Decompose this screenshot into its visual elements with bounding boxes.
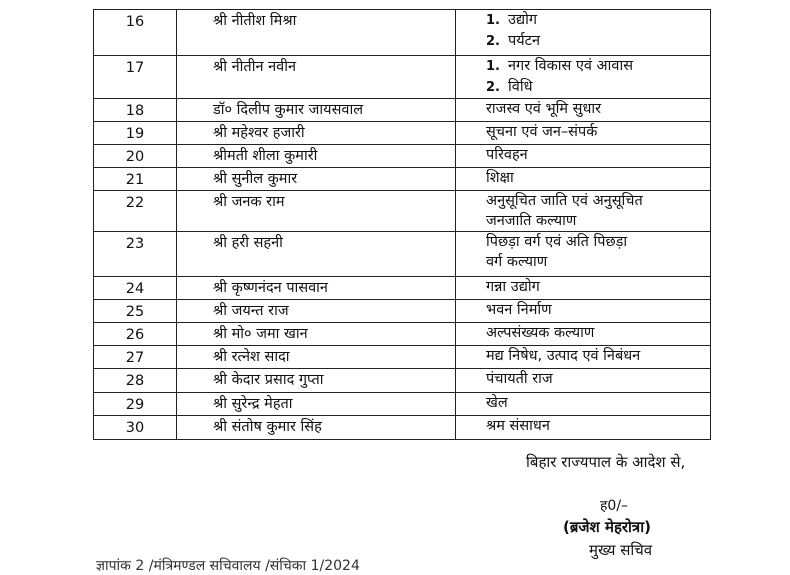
department-name: विधि [508,79,533,95]
serial-number-cell: 21 [94,168,177,191]
department-name: शिक्षा [486,170,514,186]
table-body [94,10,711,440]
serial-number-cell: 23 [94,232,177,277]
serial-number-cell: 16 [94,10,177,56]
table-row [94,191,711,232]
table-row [94,99,711,122]
department-cell [456,300,711,323]
department-line [486,300,710,320]
serial-number-cell: 26 [94,323,177,346]
minister-name-cell [177,277,456,300]
minister-name: श्री रत्नेश सादा [213,349,290,365]
department-cell [456,232,711,277]
department-name: पंचायती राज [486,371,553,387]
minister-name: श्री कृष्णनंदन पासवान [213,280,328,296]
serial-number-cell: 27 [94,346,177,369]
department-name: अनुसूचित जाति एवं अनुसूचित [486,193,643,209]
minister-name: श्री सुरेन्द्र मेहता [213,396,293,412]
department-cell [456,122,711,145]
signature-mark: ह0/– [600,498,629,514]
memo-number-line: ज्ञापांक 2 /मंत्रिमण्डल सचिवालय /संचिका 1/2024 [96,558,360,574]
department-cell [456,10,711,56]
serial-number-cell: 30 [94,416,177,440]
minister-name: श्री सुनील कुमार [213,171,298,187]
department-line [486,346,710,366]
department-name: नगर विकास एवं आवास [508,58,633,74]
table-row [94,416,711,440]
minister-name-cell [177,369,456,393]
department-cell [456,191,711,232]
department-line [486,10,710,31]
serial-number-cell: 22 [94,191,177,232]
serial-number-cell: 29 [94,393,177,416]
department-line [486,168,710,188]
minister-name-cell [177,56,456,99]
table-row [94,346,711,369]
department-line [486,416,710,436]
department-line [486,369,710,389]
department-name: मद्य निषेध, उत्पाद एवं निबंधन [486,348,641,364]
department-name: भवन निर्माण [486,302,552,318]
table-row [94,168,711,191]
serial-number-cell: 20 [94,145,177,168]
department-cell [456,416,711,440]
table-row [94,277,711,300]
minister-name-cell [177,122,456,145]
minister-name-cell [177,416,456,440]
department-name: उद्योग [508,12,537,28]
department-index: 1. [486,13,500,28]
department-line [486,323,710,343]
department-cell [456,323,711,346]
minister-name: श्री जनक राम [213,194,285,210]
table-row [94,56,711,99]
department-cell [456,369,711,393]
table-row [94,393,711,416]
department-name: पिछड़ा वर्ग एवं अति पिछड़ा [486,234,628,250]
department-line [486,145,710,165]
serial-number-cell: 28 [94,369,177,393]
department-cell [456,168,711,191]
department-name: राजस्व एवं भूमि सुधार [486,101,602,117]
department-line [486,277,710,297]
department-name: श्रम संसाधन [486,418,550,434]
minister-name: श्री जयन्त राज [213,303,289,319]
department-line [486,252,710,272]
department-cell [456,277,711,300]
department-line [486,122,710,142]
department-cell [456,145,711,168]
portfolio-allocation-table [93,9,711,440]
minister-name-cell [177,300,456,323]
minister-name: श्री मो० जमा खान [213,326,308,342]
minister-name-cell [177,393,456,416]
department-line [486,232,710,252]
serial-number-cell: 24 [94,277,177,300]
minister-name-cell [177,191,456,232]
minister-name-cell [177,99,456,122]
minister-name-cell [177,323,456,346]
serial-number-cell: 17 [94,56,177,99]
department-line [486,191,710,211]
minister-name: श्री नीतीश मिश्रा [213,13,297,29]
minister-name: श्री हरी सहनी [213,235,283,251]
department-name: गन्ना उद्योग [486,279,540,295]
department-index: 2. [486,80,500,95]
governor-order-line: बिहार राज्यपाल के आदेश से, [526,453,686,471]
department-name: खेल [486,395,508,411]
minister-name: श्री केदार प्रसाद गुप्ता [213,372,324,388]
minister-name: श्री संतोष कुमार सिंह [213,419,322,435]
minister-name-cell [177,168,456,191]
minister-name-cell [177,232,456,277]
department-name: पर्यटन [508,33,541,49]
minister-name: श्रीमती शीला कुमारी [213,148,318,164]
signer-designation: मुख्य सचिव [589,541,653,559]
table-row [94,122,711,145]
department-index: 1. [486,59,500,74]
minister-name: श्री नीतीन नवीन [213,59,297,75]
department-name: परिवहन [486,147,528,163]
department-line [486,393,710,413]
table-row [94,300,711,323]
department-cell [456,393,711,416]
department-name: अल्पसंख्यक कल्याण [486,325,595,341]
minister-name: श्री महेश्वर हजारी [213,125,305,141]
department-index: 2. [486,34,500,49]
department-line [486,99,710,119]
table-row [94,145,711,168]
serial-number-cell: 19 [94,122,177,145]
department-cell [456,56,711,99]
minister-name-cell [177,10,456,56]
department-name: सूचना एवं जन–संपर्क [486,124,598,140]
department-line [486,31,710,52]
table-row [94,232,711,277]
department-cell [456,346,711,369]
department-line [486,211,710,231]
department-cell [456,99,711,122]
minister-name-cell [177,346,456,369]
serial-number-cell: 18 [94,99,177,122]
table-row [94,369,711,393]
department-line [486,77,710,98]
minister-name: डॉ० दिलीप कुमार जायसवाल [213,102,364,118]
signer-name: (ब्रजेश मेहरोत्रा) [563,518,651,536]
serial-number-cell: 25 [94,300,177,323]
department-name: वर्ग कल्याण [486,254,548,270]
minister-name-cell [177,145,456,168]
table-row [94,10,711,56]
table-row [94,323,711,346]
department-name: जनजाति कल्याण [486,213,577,229]
department-line [486,56,710,77]
